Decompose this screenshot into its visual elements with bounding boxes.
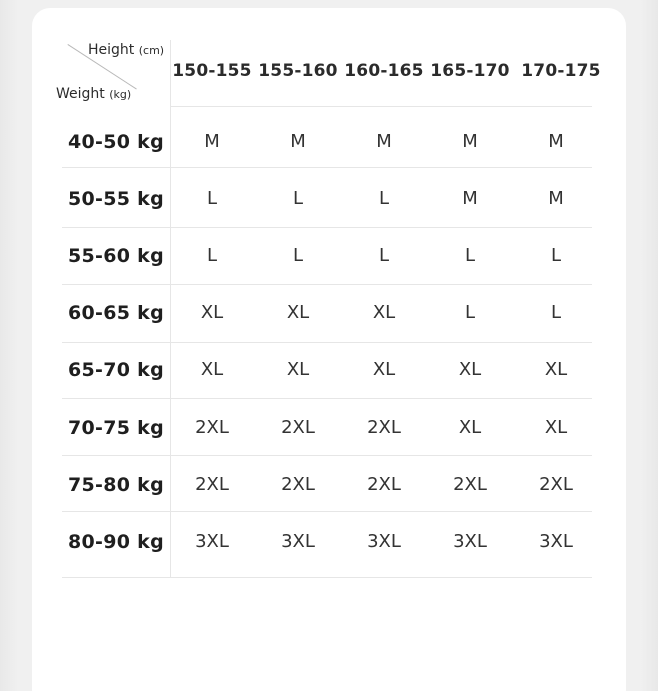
row-divider (62, 284, 592, 285)
size-cell: L (292, 245, 304, 267)
size-cell: L (550, 245, 562, 267)
row-divider (62, 511, 592, 512)
size-cell: L (206, 188, 218, 210)
row-divider (62, 227, 592, 228)
height-column-header: 150-155 (172, 61, 252, 81)
height-column-header: 170-175 (521, 61, 601, 81)
weight-row-header: 60-65 kg (68, 302, 165, 325)
size-cell: L (464, 302, 476, 324)
size-cell: 3XL (453, 530, 487, 552)
weight-row-header: 70-75 kg (68, 416, 165, 439)
size-cell: XL (544, 416, 568, 438)
size-cell: XL (372, 302, 396, 324)
size-cell: M (548, 188, 564, 210)
size-cell: 3XL (539, 530, 573, 552)
weight-row-header: 65-70 kg (68, 359, 165, 382)
row-divider (62, 167, 592, 168)
weight-row-header: 55-60 kg (68, 245, 165, 268)
size-cell: XL (458, 359, 482, 381)
size-cell: 2XL (281, 473, 315, 495)
size-cell: 3XL (367, 530, 401, 552)
weight-header: Weight (kg) (56, 86, 132, 102)
size-cell: XL (200, 302, 224, 324)
size-cell: 2XL (195, 473, 229, 495)
size-cell: M (376, 131, 392, 152)
size-cell: M (462, 188, 478, 210)
height-column-header: 165-170 (430, 61, 510, 81)
size-cell: 2XL (453, 473, 487, 495)
size-cell: L (206, 245, 218, 267)
size-cell: XL (544, 359, 568, 381)
size-cell: XL (458, 416, 482, 438)
height-column-header: 155-160 (258, 61, 338, 81)
size-cell: L (550, 302, 562, 324)
height-header: Height (cm) (88, 42, 165, 58)
size-cell: M (290, 131, 306, 152)
size-cell: 3XL (195, 530, 229, 552)
size-cell: 2XL (539, 473, 573, 495)
size-cell: 2XL (367, 416, 401, 438)
size-cell: XL (286, 302, 310, 324)
size-cell: 2XL (195, 416, 229, 438)
size-cell: XL (372, 359, 396, 381)
size-cell: L (292, 188, 304, 210)
row-divider (62, 342, 592, 343)
size-cell: L (464, 245, 476, 267)
row-divider (62, 398, 592, 399)
row-divider (62, 577, 592, 578)
row-divider (62, 455, 592, 456)
size-cell: M (204, 131, 220, 152)
weight-row-header: 75-80 kg (68, 473, 165, 496)
size-cell: L (378, 188, 390, 210)
weight-row-header: 50-55 kg (68, 188, 165, 211)
size-cell: M (462, 131, 478, 152)
size-cell: 2XL (367, 473, 401, 495)
size-cell: L (378, 245, 390, 267)
height-column-header: 160-165 (344, 61, 424, 81)
size-cell: 2XL (281, 416, 315, 438)
size-chart-card (32, 8, 626, 691)
size-cell: M (548, 131, 564, 152)
column-divider (170, 40, 171, 578)
size-cell: 3XL (281, 530, 315, 552)
weight-row-header: 40-50 kg (68, 131, 165, 153)
weight-row-header: 80-90 kg (68, 530, 165, 553)
size-cell: XL (286, 359, 310, 381)
size-cell: XL (200, 359, 224, 381)
row-divider (170, 106, 592, 107)
